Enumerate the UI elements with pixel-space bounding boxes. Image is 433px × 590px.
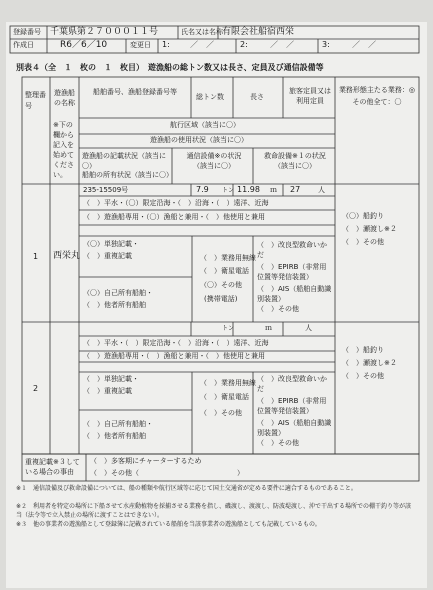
row2-area: （ ）平水・（ ）限定沿海・（ ）沿海・（ ）遠洋、近海 [83, 339, 269, 347]
row1-other-own: （ ）他者所有船舶 [83, 301, 146, 309]
col-boat-name: 遊漁船の名称 [54, 89, 75, 107]
col-tonnage: 総トン数 [196, 93, 224, 101]
row1-area: （ ）平水・（〇）限定沿海・（ ）沿海・（ ）遠洋、近海 [83, 199, 269, 207]
col-rescue: 救命設備※１の状況（該当に〇） [264, 152, 326, 170]
row2-rescue-2: （ ）EPIRB（非常用位置等発信装置） [257, 397, 327, 415]
col-length: 長さ [250, 93, 264, 101]
change-label: 変更日 [130, 41, 151, 49]
date-value: R6／6／10 [60, 40, 108, 50]
row2-biz-1: （ ）船釣り [342, 346, 384, 354]
row2-multi: （ ）重複記載 [83, 387, 132, 395]
row1-own: （〇）自己所有船舶・ [83, 289, 153, 297]
dup-option-1: （ ）多客期にチャーターするため [90, 457, 202, 465]
change-1: 1: [162, 40, 170, 49]
row1-tonnage-unit: トン [222, 187, 235, 194]
row1-capacity: 27 [290, 185, 301, 194]
row1-name: 西栄丸 [53, 251, 81, 261]
row1-rescue-3: （ ）AIS（船舶自動識別装置） [257, 285, 332, 303]
note-2: ※２ 利用者を特定の場所に下船させて水産動植物を採捕させる業務を指し、磯渡し、渡渡し、防波堤渡し、沖で干出する場所での棚干釣り等が該当（法令等で立入禁止の場所に渡すことはできない）。 [16, 503, 412, 519]
name-label: 氏名又は名称 [181, 28, 223, 36]
col-comm: 通信設備※の状況（該当に〇） [186, 152, 242, 170]
change-2-slash: ／ ／ [270, 40, 294, 49]
col-area: 航行区域（該当に〇） [170, 121, 240, 129]
row2-other-own: （ ）他者所有船舶 [83, 432, 146, 440]
row1-serial: 1 [33, 252, 39, 261]
row2-biz-2: （ ）瀬渡し※２ [342, 359, 397, 367]
change-3: 3: [322, 40, 330, 49]
col-serial: 整理番号 [25, 91, 46, 110]
row1-comm-3: （〇）その他 [200, 281, 242, 289]
row1-length-unit: ｍ [270, 186, 277, 194]
row1-biz-1: （〇）船釣り [342, 212, 384, 220]
row2-serial: 2 [33, 384, 39, 393]
row1-comm-note: (携帯電話) [204, 295, 238, 303]
row2-rescue-1: （ ）改良型救命いかだ [257, 375, 327, 393]
form-title: 別表４（全 １ 枚の １ 枚目） 遊漁船の総トン数又は長さ、定員及び通信設備等 [16, 63, 324, 72]
row2-usage: （ ）遊漁船専用・（ ）漁船と兼用・（ ）他使用と兼用 [83, 352, 265, 360]
row2-comm-3: （ ）その他 [200, 409, 242, 417]
row2-capacity-unit: 人 [305, 324, 312, 332]
row2-rescue-3: （ ）AIS（船舶自動識別装置） [257, 419, 332, 437]
row2-single: （ ）単独記載・ [83, 375, 139, 383]
row1-biz-2: （ ）瀬渡し※２ [342, 225, 397, 233]
row1-tonnage: 7.9 [196, 185, 209, 194]
row1-comm-2: （ ）衛星電話 [200, 267, 249, 275]
reg-label: 登録番号 [13, 28, 41, 36]
note-3: ※３ 他の事業者の遊漁船として登録簿に記載されている船舶を当該事業者の遊漁船としても記載しているもの。 [16, 521, 321, 528]
reg-value: 千葉県第２７０００１１号 [50, 27, 159, 37]
change-1-slash: ／ ／ [190, 40, 214, 49]
row1-usage: （ ）遊漁船専用・（〇）漁船と兼用・（ ）他使用と兼用 [83, 213, 265, 221]
row1-rescue-4: （ ）その他 [257, 305, 299, 313]
col-number: 船舶番号、漁船登録番号等 [93, 88, 177, 96]
row2-length-unit: ｍ [265, 324, 272, 332]
dup-label: 重複記載※３している場合の事由 [25, 458, 80, 476]
col-boat-name-note: ※下の欄から記入を始めてください。 [53, 121, 74, 179]
row2-comm-2: （ ）衛星電話 [200, 393, 249, 401]
row2-comm-1: （ ）業務用無線 [200, 379, 256, 387]
row1-length: 11.98 [237, 185, 260, 194]
dup-option-2: （ ）その他（ ） [90, 469, 244, 477]
row1-single: （〇）単独記載・ [83, 240, 139, 248]
note-1: ※１ 通信設備及び救命設備については、船の種類や航行区域等に応じて国土交通省が定める要件に適合するものであること。 [16, 485, 357, 492]
date-label: 作成日 [13, 41, 34, 49]
col-record: 遊漁船の記載状況（該当に〇） [82, 152, 166, 170]
row1-number: 235-15509号 [83, 186, 129, 194]
col-usage: 遊漁船の使用状況（該当に〇） [150, 136, 248, 144]
row2-rescue-4: （ ）その他 [257, 439, 299, 447]
row1-multi: （ ）重複記載 [83, 252, 132, 260]
row1-comm-1: （ ）業務用無線 [200, 254, 256, 262]
col-capacity: 旅客定員又は利用定員 [289, 87, 331, 105]
col-business: 業務形態主たる業務：◎その他全て：〇 [338, 86, 416, 106]
row2-own: （ ）自己所有船舶・ [83, 420, 153, 428]
change-2: 2: [240, 40, 248, 49]
change-3-slash: ／ ／ [352, 40, 376, 49]
row2-tonnage-unit: トン [222, 325, 235, 332]
name-value: 有限会社船宿西栄 [222, 27, 295, 37]
row1-capacity-unit: 人 [318, 186, 325, 194]
col-owner: 船舶の所有状況（該当に〇） [82, 171, 173, 179]
row1-biz-3: （ ）その他 [342, 238, 384, 246]
row1-rescue-1: （ ）改良型救命いかだ [257, 241, 327, 259]
row2-biz-3: （ ）その他 [342, 372, 384, 380]
row1-rescue-2: （ ）EPIRB（非常用位置等発信装置） [257, 263, 327, 281]
